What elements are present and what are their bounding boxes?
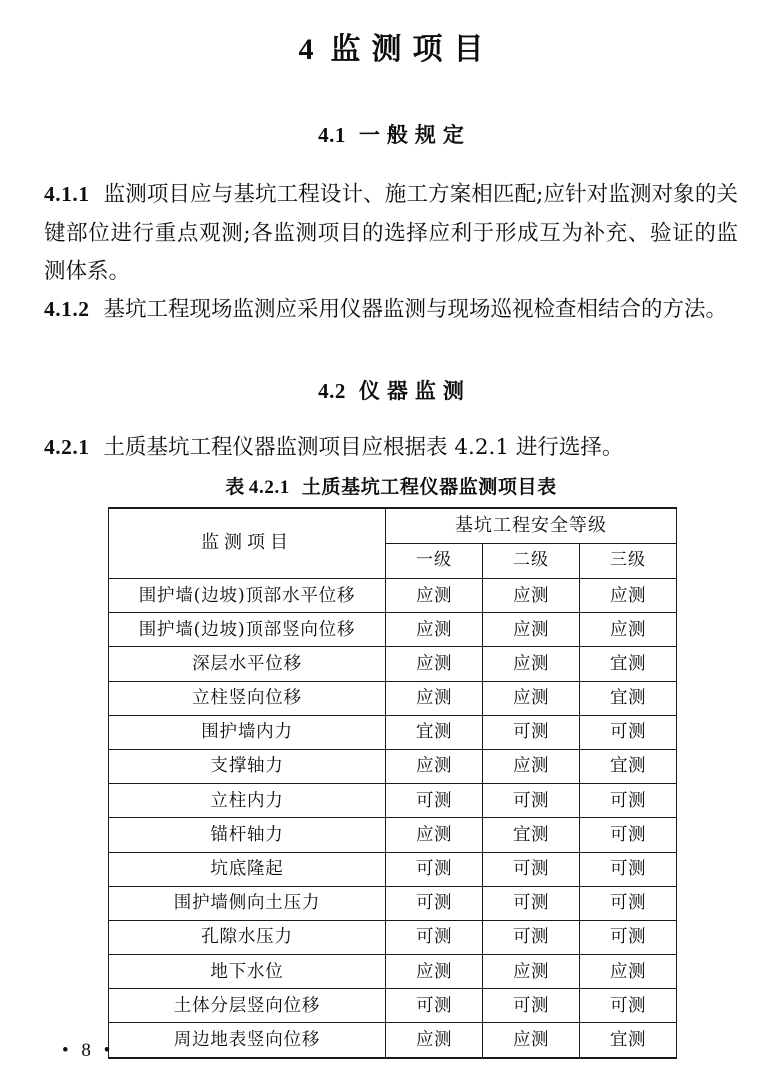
cell-item: 围护墙侧向土压力 (109, 886, 386, 920)
cell-grade-2: 可测 (483, 886, 580, 920)
cell-grade-2: 应测 (483, 955, 580, 989)
cell-grade-1: 应测 (386, 681, 483, 715)
cell-grade-3: 可测 (580, 989, 677, 1023)
cell-grade-1: 应测 (386, 1023, 483, 1058)
cell-grade-2: 可测 (483, 852, 580, 886)
table-row (109, 647, 677, 681)
cell-grade-3: 可测 (580, 818, 677, 852)
cell-grade-3: 可测 (580, 920, 677, 954)
header-monitoring-item: 监测项目 (109, 508, 386, 579)
table-header (109, 508, 677, 579)
cell-grade-1: 应测 (386, 749, 483, 783)
cell-item: 锚杆轴力 (109, 818, 386, 852)
section-title-4-1: 一般规定 (358, 122, 471, 147)
chapter-number: 4 (298, 33, 314, 66)
header-grade-3: 三级 (580, 544, 677, 579)
cell-grade-2: 应测 (483, 613, 580, 647)
cell-item: 立柱内力 (109, 784, 386, 818)
table-row (109, 886, 677, 920)
table-row (109, 749, 677, 783)
table-row (109, 613, 677, 647)
cell-grade-1: 应测 (386, 613, 483, 647)
table-row (109, 1023, 677, 1058)
cell-grade-1: 宜测 (386, 715, 483, 749)
cell-grade-2: 可测 (483, 989, 580, 1023)
cell-item: 地下水位 (109, 955, 386, 989)
cell-grade-1: 可测 (386, 886, 483, 920)
table-caption-title: 土质基坑工程仪器监测项目表 (301, 476, 557, 498)
cell-grade-1: 应测 (386, 647, 483, 681)
cell-item: 围护墙内力 (109, 715, 386, 749)
cell-grade-3: 应测 (580, 579, 677, 613)
cell-item: 坑底隆起 (109, 852, 386, 886)
cell-grade-1: 可测 (386, 852, 483, 886)
cell-item: 土体分层竖向位移 (109, 989, 386, 1023)
clause-text-4-2-1: 土质基坑工程仪器监测项目应根据表 4.2.1 进行选择。 (103, 435, 624, 460)
section-title-4-2: 仪器监测 (358, 378, 471, 403)
clause-text-4-1-1: 监测项目应与基坑工程设计、施工方案相匹配;应针对监测对象的关键部位进行重点观测;各监测项目的选择应利于形成互为补充、验证的监测体系。 (44, 182, 738, 284)
clause-number-4-1-2: 4.1.2 (44, 297, 90, 321)
table-row (109, 579, 677, 613)
section-number-4-1: 4.1 (318, 123, 346, 147)
chapter-title-text: 监测项目 (330, 32, 495, 67)
table-row (109, 681, 677, 715)
cell-grade-2: 应测 (483, 1023, 580, 1058)
cell-grade-1: 应测 (386, 955, 483, 989)
table-row (109, 784, 677, 818)
table-caption (0, 474, 782, 501)
cell-item: 孔隙水压力 (109, 920, 386, 954)
header-grade-1: 一级 (386, 544, 483, 579)
cell-grade-3: 宜测 (580, 1023, 677, 1058)
cell-grade-3: 可测 (580, 715, 677, 749)
cell-grade-2: 可测 (483, 715, 580, 749)
table-row (109, 715, 677, 749)
cell-item: 深层水平位移 (109, 647, 386, 681)
cell-grade-2: 应测 (483, 749, 580, 783)
clause-text-4-1-2: 基坑工程现场监测应采用仪器监测与现场巡视检查相结合的方法。 (103, 297, 728, 322)
table-caption-number: 4.2.1 (248, 477, 290, 498)
cell-grade-2: 可测 (483, 920, 580, 954)
header-grade-2: 二级 (483, 544, 580, 579)
section-heading-4-1 (0, 120, 782, 150)
cell-grade-3: 宜测 (580, 647, 677, 681)
cell-grade-2: 应测 (483, 579, 580, 613)
cell-item: 立柱竖向位移 (109, 681, 386, 715)
section-number-4-2: 4.2 (318, 379, 346, 403)
cell-item: 周边地表竖向位移 (109, 1023, 386, 1058)
table-row (109, 818, 677, 852)
table-row (109, 920, 677, 954)
cell-grade-3: 可测 (580, 852, 677, 886)
page-title (0, 28, 782, 72)
cell-grade-3: 宜测 (580, 749, 677, 783)
clause-number-4-1-1: 4.1.1 (44, 182, 90, 206)
clause-4-1-1 (44, 175, 738, 292)
cell-grade-1: 可测 (386, 784, 483, 818)
cell-grade-1: 应测 (386, 818, 483, 852)
table-row (109, 852, 677, 886)
table-row (109, 989, 677, 1023)
cell-grade-1: 可测 (386, 920, 483, 954)
cell-grade-1: 可测 (386, 989, 483, 1023)
table-header-row-primary (109, 508, 677, 544)
cell-grade-2: 可测 (483, 784, 580, 818)
table-body (109, 579, 677, 1058)
cell-grade-2: 应测 (483, 681, 580, 715)
header-safety-grade-group: 基坑工程安全等级 (386, 508, 677, 544)
table-row (109, 955, 677, 989)
cell-grade-3: 应测 (580, 613, 677, 647)
page-number: • 8 • (62, 1040, 115, 1061)
monitoring-items-table (108, 507, 677, 1059)
cell-grade-3: 宜测 (580, 681, 677, 715)
table-caption-prefix: 表 (225, 476, 245, 498)
cell-grade-2: 宜测 (483, 818, 580, 852)
cell-grade-3: 可测 (580, 784, 677, 818)
cell-grade-1: 应测 (386, 579, 483, 613)
cell-grade-2: 应测 (483, 647, 580, 681)
cell-item: 支撑轴力 (109, 749, 386, 783)
clause-4-1-2 (44, 290, 738, 330)
section-heading-4-2 (0, 376, 782, 406)
cell-item: 围护墙(边坡)顶部水平位移 (109, 579, 386, 613)
cell-grade-3: 应测 (580, 955, 677, 989)
cell-item: 围护墙(边坡)顶部竖向位移 (109, 613, 386, 647)
clause-number-4-2-1: 4.2.1 (44, 435, 90, 459)
clause-4-2-1 (44, 428, 738, 468)
cell-grade-3: 可测 (580, 886, 677, 920)
